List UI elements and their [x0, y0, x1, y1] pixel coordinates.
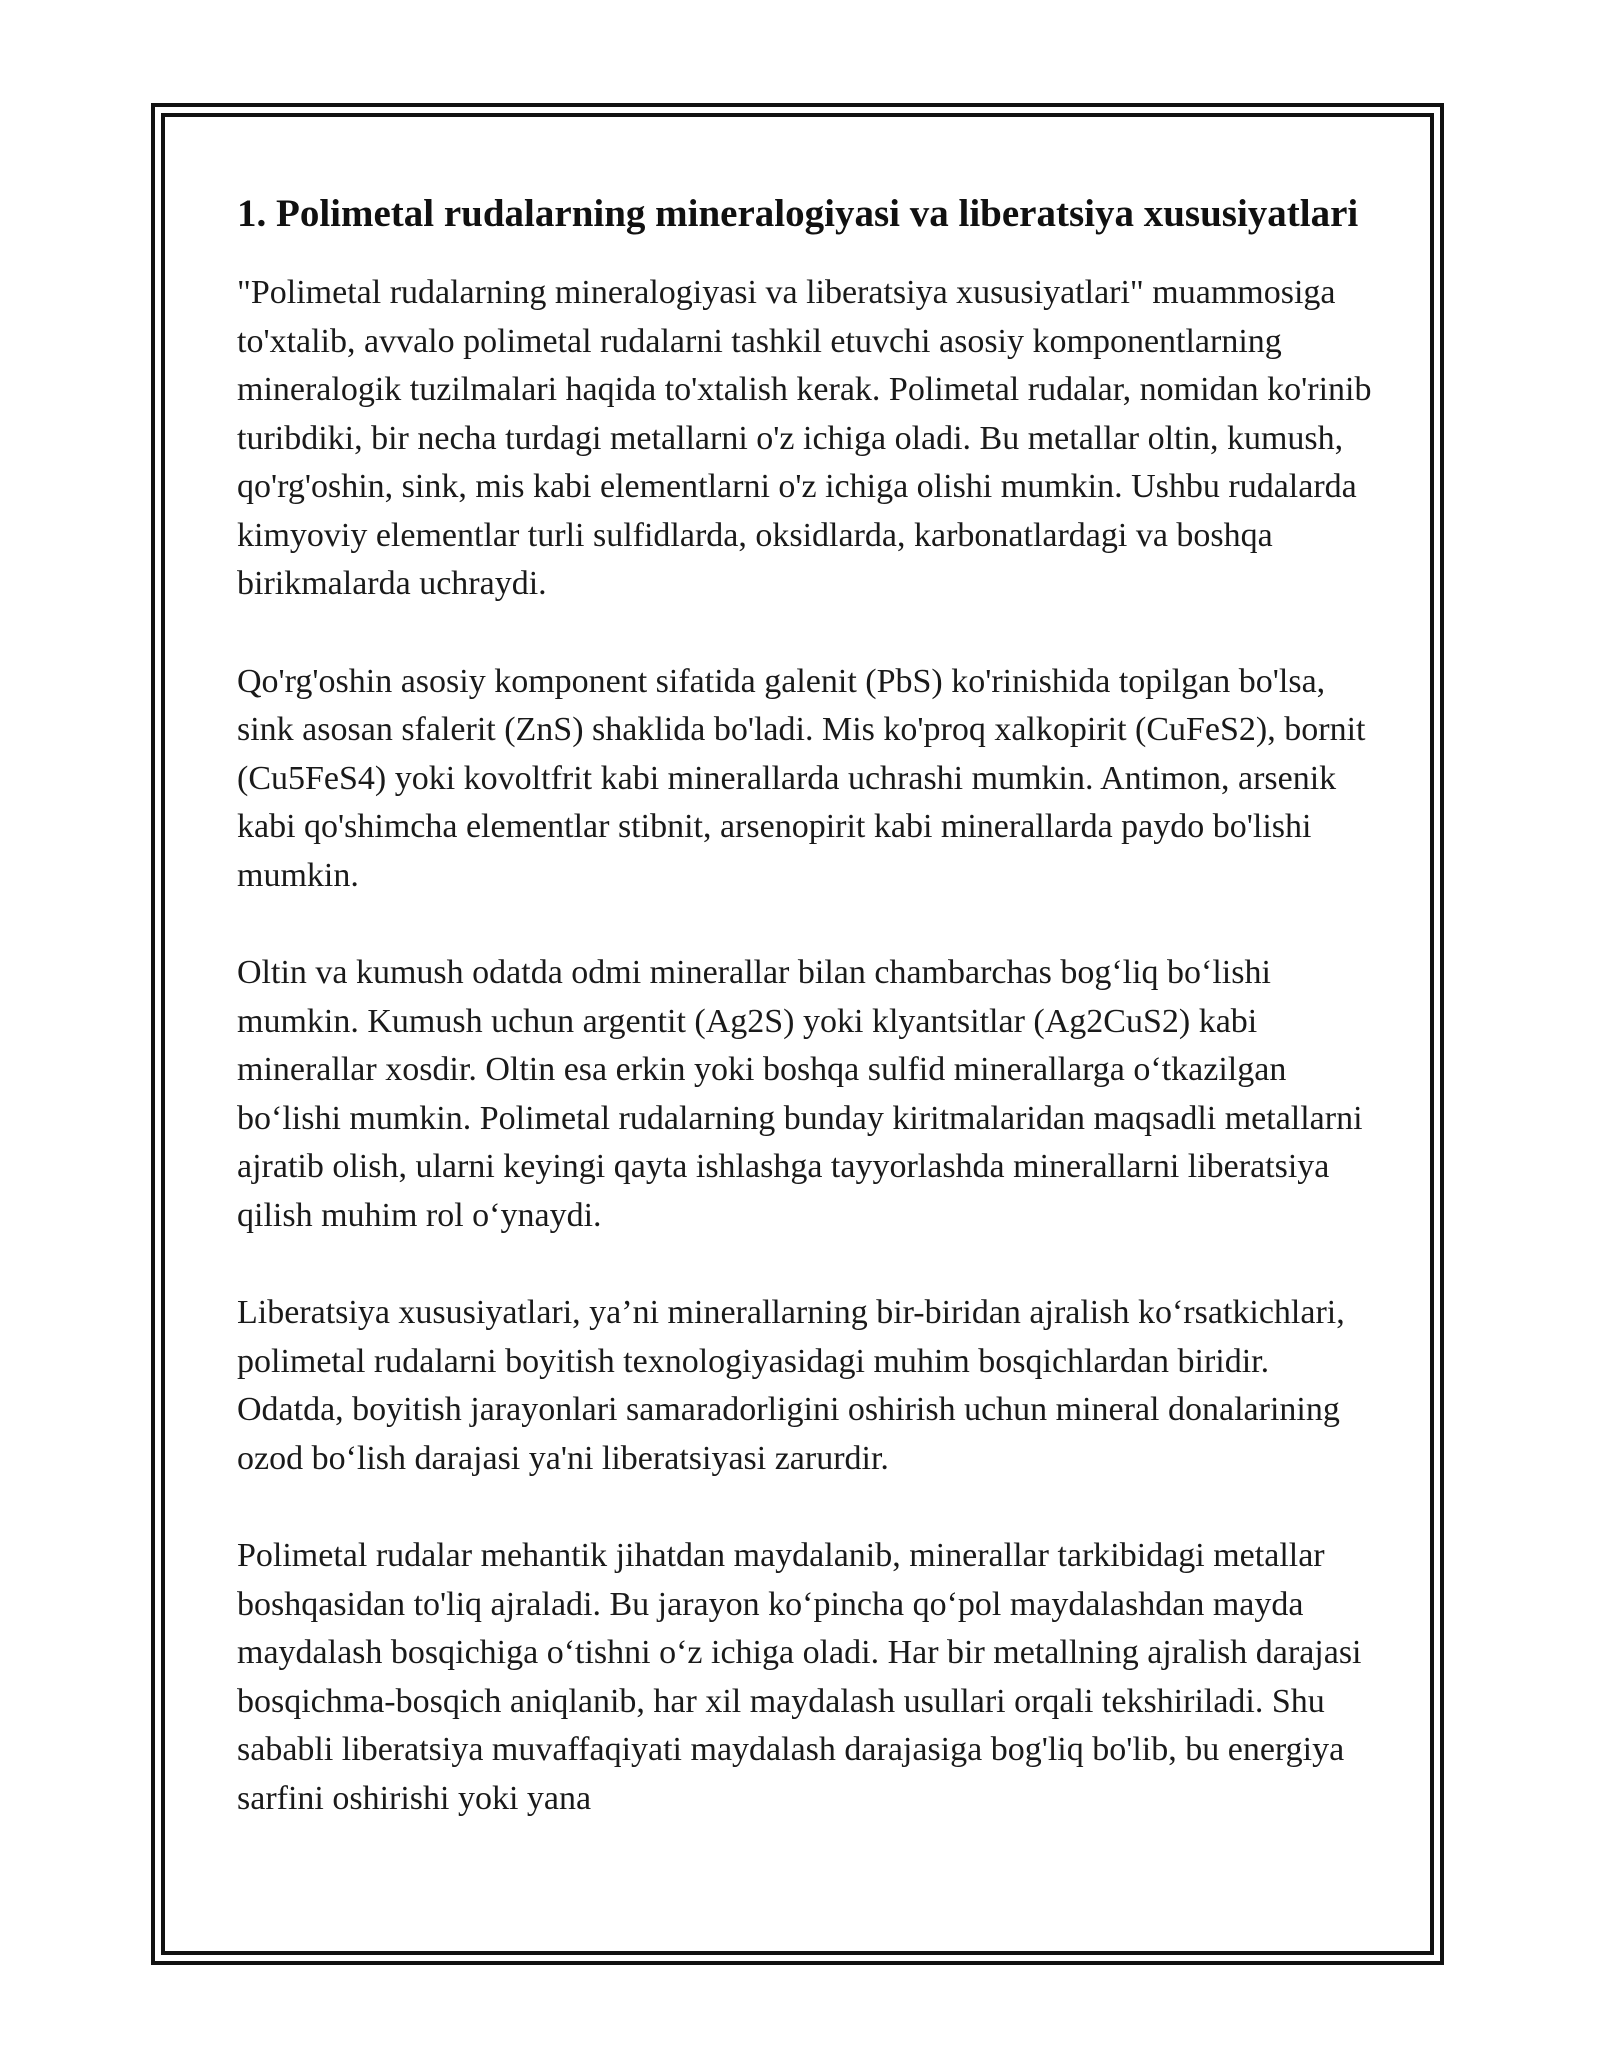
- document-body: [237, 186, 1372, 1872]
- paragraph-1: "Polimetal rudalarning mineralogiyasi va liberatsiya xususiyatlari" muammosiga to'xtalib, avvalo polimetal rudalarni tashkil etuvchi asosiy komponentlarning mineralogik tuzilmalari haqida to'xtalish kerak. Polimetal rudalar, nomidan ko'rinib turibdiki, bir necha turdagi metallarni o'z ichiga oladi. Bu metallar oltin, kumush, qo'rg'oshin, sink, mis kabi elementlarni o'z ichiga olishi mumkin. Ushbu rudalarda kimyoviy elementlar turli sulfidlarda, oksidlarda, karbonatlardagi va boshqa birikmalarda uchraydi.: [237, 274, 1372, 602]
- paragraph-4: Liberatsiya xususiyatlari, ya’ni minerallarning bir-biridan ajralish ko‘rsatkichlari, polimetal rudalarni boyitish texnologiyasidagi muhim bosqichlardan biridir. Odatda, boyitish jarayonlari samaradorligini oshirish uchun mineral donalarining ozod bo‘lish darajasi ya'ni liberatsiyasi zarurdir.: [237, 1294, 1345, 1477]
- paragraph-2: Qo'rg'oshin asosiy komponent sifatida galenit (PbS) ko'rinishida topilgan bo'lsa, sink asosan sfalerit (ZnS) shaklida bo'ladi. Mis ko'proq xalkopirit (CuFeS2), bornit (Cu5FeS4) yoki kovoltfrit kabi minerallarda uchrashi mumkin. Antimon, arsenik kabi qo'shimcha elementlar stibnit, arsenopirit kabi minerallarda paydo bo'lishi mumkin.: [237, 662, 1366, 894]
- paragraph-5: Polimetal rudalar mehantik jihatdan maydalanib, minerallar tarkibidagi metallar boshqasidan to'liq ajraladi. Bu jarayon ko‘pincha qo‘pol maydalashdan mayda maydalash bosqichiga o‘tishni o‘z ichiga oladi. Har bir metallning ajralish darajasi bosqichma-bosqich aniqlanib, har xil maydalash usullari orqali tekshiriladi. Shu sababli liberatsiya muvaffaqiyati maydalash darajasiga bog'liq bo'lib, bu energiya sarfini oshirishi yoki yana: [237, 1537, 1362, 1817]
- section-heading: 1. Polimetal rudalarning mineralogiyasi va liberatsiya xususiyatlari: [237, 192, 1359, 235]
- paragraph-3: Oltin va kumush odatda odmi minerallar bilan chambarchas bog‘liq bo‘lishi mumkin. Kumush uchun argentit (Ag2S) yoki klyantsitlar (Ag2CuS2) kabi minerallar xosdir. Oltin esa erkin yoki boshqa sulfid minerallarga o‘tkazilgan bo‘lishi mumkin. Polimetal rudalarning bunday kiritmalaridan maqsadli metallarni ajratib olish, ularni keyingi qayta ishlashga tayyorlashda minerallarni liberatsiya qilish muhim rol o‘ynaydi.: [237, 954, 1363, 1234]
